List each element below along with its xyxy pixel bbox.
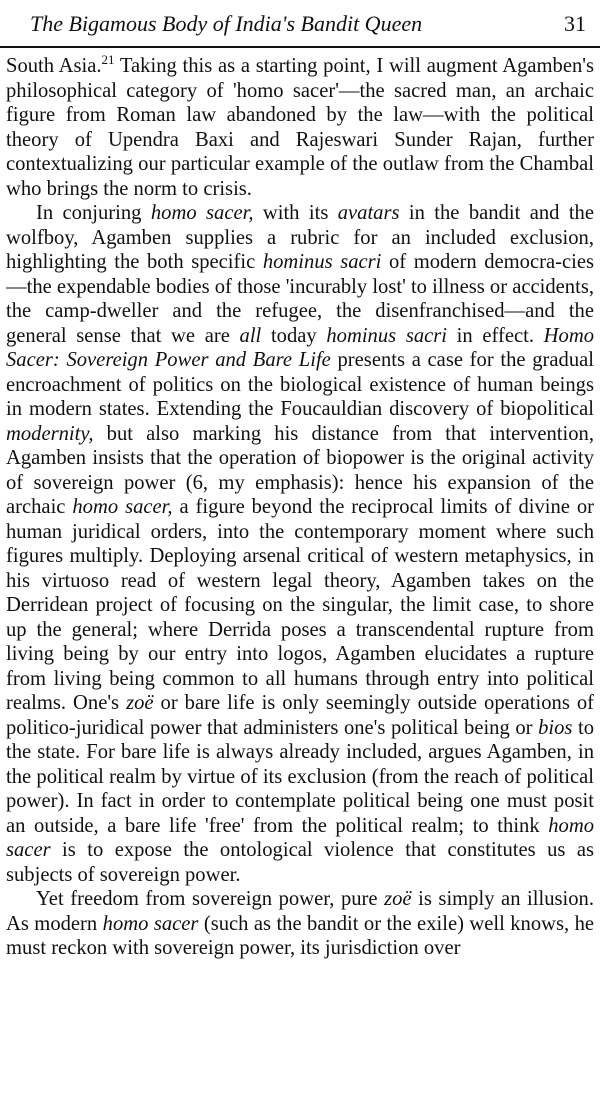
italic-text: avatars xyxy=(337,202,400,224)
text-run: today xyxy=(261,324,327,347)
header-rule xyxy=(0,46,600,48)
text-run: presents a case for the gradual encroachment of politics on the biological existence of human beings in modern states. Extending the Foucauldian discovery of biopolitical xyxy=(6,349,595,420)
italic-text: homo sacer, xyxy=(72,496,173,518)
italic-text: zoë xyxy=(384,888,412,910)
text-run: is to expose the ontological violence that constitutes us as subjects of sovereign power. xyxy=(6,839,594,886)
body-text xyxy=(6,54,594,961)
italic-text: homo sacer xyxy=(6,814,594,861)
running-header-title: The Bigamous Body of India's Bandit Queen xyxy=(30,11,423,36)
paragraph xyxy=(6,201,594,887)
text-run: with its xyxy=(253,202,338,224)
text-run: of modern democra-cies—the expendable bodies of those 'incurably lost' to illness or accidents, the camp-dweller and the refugee, the disenfranchised—and the general sense that we are xyxy=(6,251,594,347)
running-header xyxy=(0,0,600,44)
footnote-reference: 21 xyxy=(101,52,115,68)
paragraph xyxy=(6,54,594,201)
text-run: in effect. xyxy=(447,324,544,347)
text-run: or bare life is only seemingly outside operations of politico-juridical power that administers one's political being or xyxy=(6,692,594,739)
italic-text: Homo Sacer: Sovereign Power and Bare Life xyxy=(6,324,594,371)
text-run: but also marking his distance from that intervention, Agamben insists that the operation of biopower is the original activity of sovereign power (6, my emphasis): hence his expansion of the archaic xyxy=(6,422,594,518)
text-run: In conjuring xyxy=(36,202,151,224)
text-run: is simply an illusion. As modern xyxy=(6,888,594,935)
text-run: a figure beyond the reciprocal limits of divine or human juridical orders, into the contemporary moment where such figures multiply. Deploying arsenal critical of western metaphysics, in his virtuoso read of western legal theory, Agamben takes on the Derridean project of focusing on the singular, the limit case, to shore up the general; where Derrida poses a transcendental rupture from living being by our entry into logos, Agamben elucidates a rupture from living being common to all humans through entry into political realms. One's xyxy=(6,496,595,714)
italic-text: hominus sacri xyxy=(326,324,448,347)
text-run: to the state. For bare life is always already included, argues Agamben, in the political realm by virtue of its exclusion (from the reach of political power). In fact in order to contemplate political being one must posit an outside, a bare life 'free' from the political realm; to think xyxy=(6,716,594,837)
paragraph xyxy=(6,887,594,961)
italic-text: hominus sacri xyxy=(262,251,382,273)
text-run: Yet freedom from sovereign power, pure xyxy=(36,888,385,910)
text-run: Taking this as a starting point, I will augment Agamben's philosophical category of 'homo sacer'—the sacred man, an archaic figure from Roman law abandoned by the law—with the political theory of Upendra Baxi and Rajeswari Sunder Rajan, further contextualizing our particular example of the outlaw from the Chambal who brings the norm to crisis. xyxy=(6,55,594,200)
italic-text: modernity, xyxy=(6,422,94,445)
italic-text: bios xyxy=(538,716,573,739)
italic-text: zoë xyxy=(126,692,154,714)
italic-text: homo sacer, xyxy=(150,202,254,224)
text-run: in the bandit and the wolfboy, Agamben supplies a rubric for an included exclusion, highlighting the both specific xyxy=(6,202,594,273)
italic-text: homo sacer xyxy=(102,912,199,935)
italic-text: all xyxy=(239,324,262,347)
page-number: 31 xyxy=(564,11,586,36)
text-run: South Asia. xyxy=(6,55,102,77)
text-run: (such as the bandit or the exile) well knows, he must reckon with sovereign power, its jurisdiction over xyxy=(6,912,595,959)
